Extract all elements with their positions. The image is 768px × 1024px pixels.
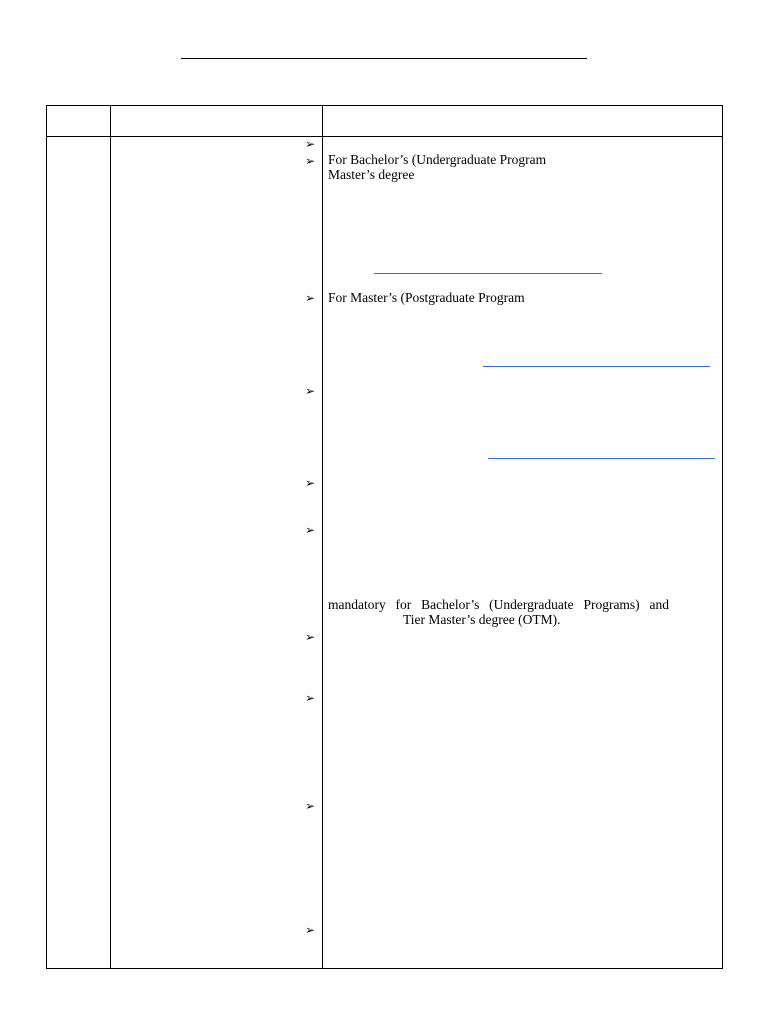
bullet-arrow-icon: ➢ xyxy=(305,923,316,937)
bullet-arrow-icon: ➢ xyxy=(305,799,316,813)
table-header-divider xyxy=(47,136,722,137)
masters-program-line: For Master’s (Postgraduate Program xyxy=(328,290,525,305)
hyperlink-underline[interactable] xyxy=(374,273,602,274)
mandatory-requirement-line: mandatory for Bachelor’s (Undergraduate Programs) and xyxy=(328,597,669,612)
table-column-divider-1 xyxy=(110,106,111,968)
hyperlink-underline[interactable] xyxy=(488,458,715,459)
bullet-arrow-icon: ➢ xyxy=(305,154,316,168)
bachelor-program-line: For Bachelor’s (Undergraduate Program xyxy=(328,152,547,167)
bullet-arrow-icon: ➢ xyxy=(305,691,316,705)
hyperlink-underline[interactable] xyxy=(483,366,710,367)
title-underline xyxy=(181,58,587,59)
bullet-arrow-icon: ➢ xyxy=(305,476,316,490)
bullet-arrow-icon: ➢ xyxy=(305,384,316,398)
table-column-divider-2 xyxy=(322,106,323,968)
masters-degree-line: Master’s degree xyxy=(328,167,415,182)
bullet-arrow-icon: ➢ xyxy=(305,630,316,644)
document-table xyxy=(46,105,723,969)
bullet-arrow-icon: ➢ xyxy=(305,291,316,305)
bullet-arrow-icon: ➢ xyxy=(305,523,316,537)
bullet-arrow-icon: ➢ xyxy=(305,137,316,151)
tier-masters-line: Tier Master’s degree (OTM). xyxy=(403,612,561,627)
